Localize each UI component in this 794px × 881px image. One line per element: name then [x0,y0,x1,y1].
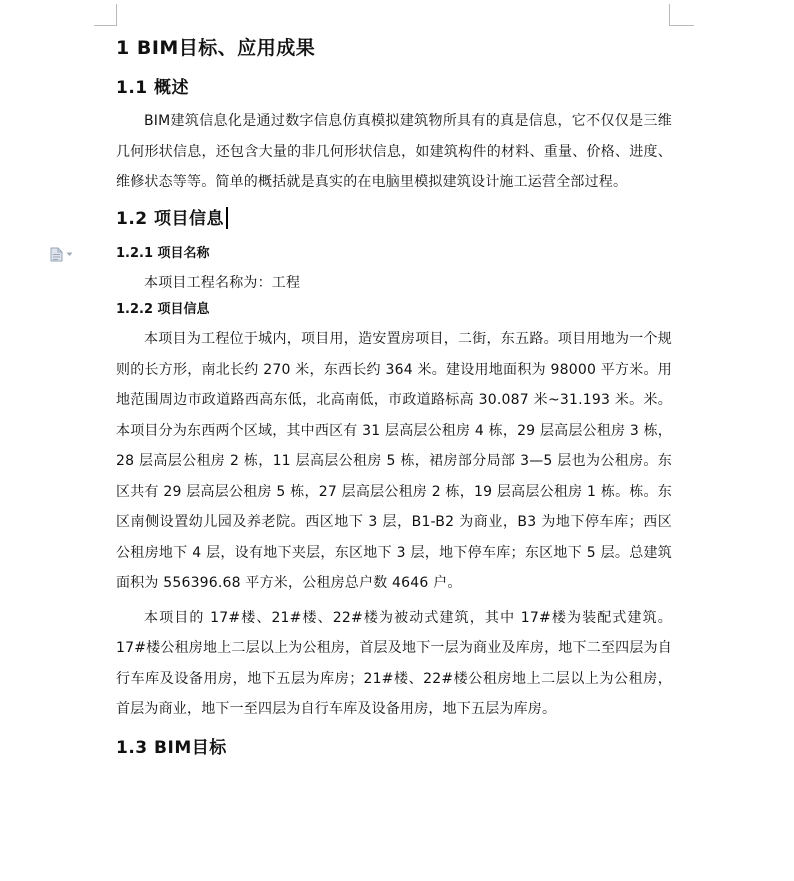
paragraph-options-button[interactable] [50,245,80,263]
text-cursor [226,207,228,229]
crop-mark-top-right-horizontal [669,25,694,26]
project-name-paragraph: 本项目工程名称为：工程 [144,274,301,291]
heading-1-3: 1.3 BIM目标 [116,737,227,758]
crop-mark-top-left-vertical [116,4,117,26]
project-info-paragraph-1: 本项目为工程位于城内，项目用，造安置房项目，二街，东五路。项目用地为一个规则的长方形，南北长约 270 米，东西长约 364 米。建设用地面积为 98000 平方米。用地范围周边市政道路西高东低，北高南低，市政道路标高 30.087 米~31.193 米。米。本项目分为东西两个区域，其中西区有 31 层高层公租房 4 栋，29 层高层公租房 3 栋，28 层高层公租房 2 栋，11 层高层公租房 5 栋，裙房部分局部 3—5 层也为公租房。东区共有 29 层高层公租房 5 栋，27 层高层公租房 2 栋，19 层高层公租房 1 栋。栋。东区南侧设置幼儿园及养老院。西区地下 3 层，B1-B2 为商业，B3 为地下停车库；西区公租房地下 4 层，设有地下夹层，东区地下 3 层，地下停车库；东区地下 5 层。总建筑面积为 556396.68 平方米，公租房总户数 4646 户。 [116,331,672,591]
chevron-down-icon [66,252,73,257]
heading-1-2-1: 1.2.1 项目名称 [116,245,210,261]
heading-1: 1 BIM目标、应用成果 [116,37,316,59]
heading-1-2 [116,205,672,233]
document-icon [50,247,63,262]
project-info-paragraph-2: 本项目的 17#楼、21#楼、22#楼为被动式建筑，其中 17#楼为装配式建筑。17#楼公租房地上二层以上为公租房，首层及地下一层为商业及库房，地下二至四层为自行车库及设备用房，地下五层为库房；21#楼、22#楼公租房地上二层以上为公租房，首层为商业，地下一至四层为自行车库及设备用房，地下五层为库房。 [116,609,672,717]
document-body [116,34,672,762]
overview-paragraph: BIM建筑信息化是通过数字信息仿真模拟建筑物所具有的真是信息，它不仅仅是三维几何形状信息，还包含大量的非几何形状信息，如建筑构件的材料、重量、价格、进度、维修状态等等。简单的概括就是真实的在电脑里模拟建筑设计施工运营全部过程。 [116,113,672,190]
heading-1-2-text: 1.2 项目信息 [116,208,225,229]
crop-mark-top-right-vertical [669,4,670,26]
heading-1-1: 1.1 概述 [116,78,190,98]
crop-mark-top-left-horizontal [94,25,117,26]
heading-1-2-2: 1.2.2 项目信息 [116,302,210,317]
